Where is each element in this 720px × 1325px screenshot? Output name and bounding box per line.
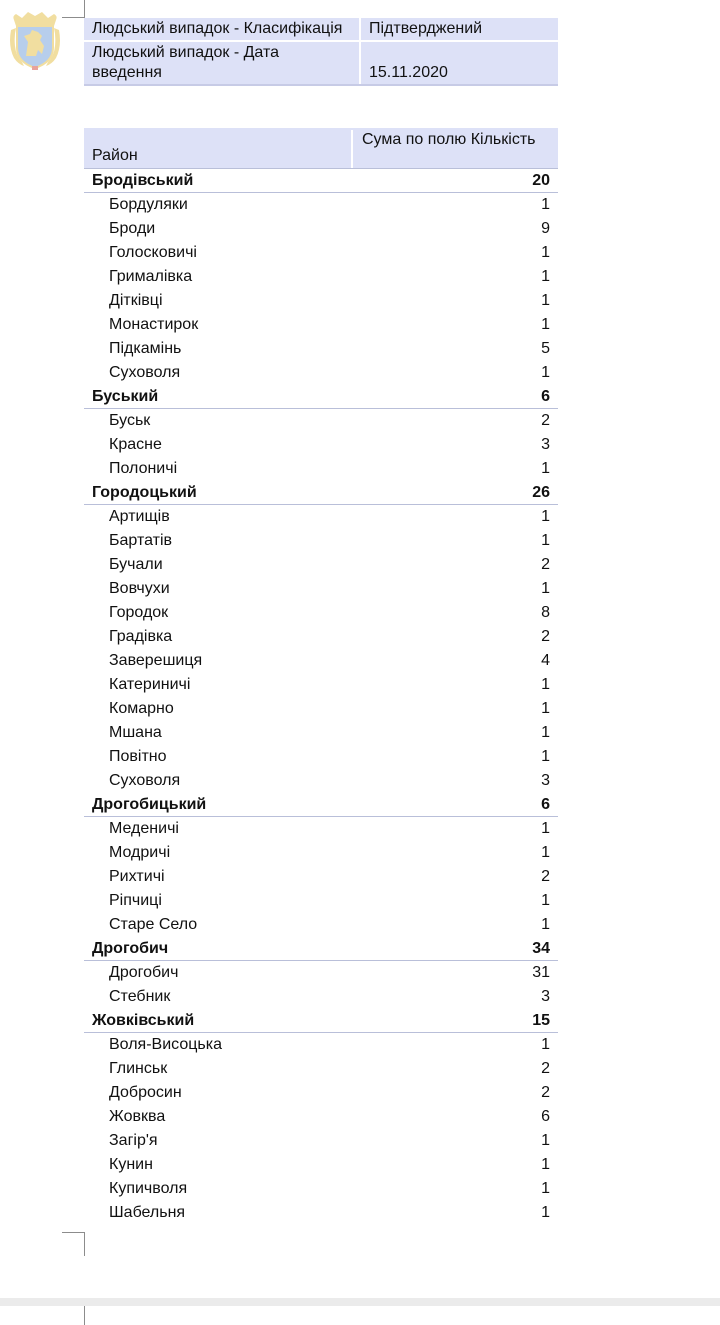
- town-name: Загір'я: [109, 1132, 158, 1149]
- town-count: 1: [541, 748, 550, 765]
- town-row: [84, 457, 558, 481]
- town-count: 6: [541, 1108, 550, 1125]
- town-count: 1: [541, 244, 550, 261]
- town-row: [84, 361, 558, 385]
- pivot-header: [84, 128, 558, 169]
- town-row: [84, 1105, 558, 1129]
- town-row: [84, 865, 558, 889]
- town-name: Ріпчиці: [109, 892, 162, 909]
- town-count: 2: [541, 1084, 550, 1101]
- column-header-region[interactable]: Район: [92, 147, 138, 164]
- town-name: Комарно: [109, 700, 174, 717]
- town-row: [84, 1201, 558, 1225]
- crop-mark-bottom-h: [62, 1232, 84, 1233]
- town-name: Суховоля: [109, 364, 181, 381]
- district-row[interactable]: [84, 1009, 558, 1033]
- town-count: 1: [541, 364, 550, 381]
- town-count: 2: [541, 556, 550, 573]
- town-row: [84, 193, 558, 217]
- town-row: [84, 985, 558, 1009]
- pivot-body: [84, 169, 558, 1225]
- town-name: Голосковичі: [109, 244, 197, 261]
- town-name: Грималівка: [109, 268, 193, 285]
- town-name: Рихтичі: [109, 868, 165, 885]
- town-row: [84, 841, 558, 865]
- coat-of-arms-icon: [8, 6, 62, 72]
- town-count: 9: [541, 220, 550, 237]
- town-row: [84, 337, 558, 361]
- town-count: 1: [541, 892, 550, 909]
- town-count: 8: [541, 604, 550, 621]
- town-row: [84, 409, 558, 433]
- town-row: [84, 673, 558, 697]
- town-count: 3: [541, 772, 550, 789]
- town-row: [84, 625, 558, 649]
- town-row: [84, 889, 558, 913]
- town-row: [84, 217, 558, 241]
- town-row: [84, 601, 558, 625]
- town-row: [84, 433, 558, 457]
- town-name: Підкамінь: [109, 340, 182, 357]
- town-row: [84, 1129, 558, 1153]
- district-total: 34: [532, 939, 550, 957]
- district-name: Дрогобицький: [92, 795, 207, 813]
- town-count: 1: [541, 1204, 550, 1221]
- town-name: Стебник: [109, 988, 171, 1005]
- town-name: Повітно: [109, 748, 167, 765]
- town-count: 1: [541, 292, 550, 309]
- district-row[interactable]: [84, 481, 558, 505]
- town-name: Воля-Висоцька: [109, 1036, 222, 1053]
- town-count: 1: [541, 676, 550, 693]
- town-name: Артищів: [109, 508, 170, 525]
- district-name: Буський: [92, 387, 159, 405]
- town-name: Жовква: [109, 1108, 166, 1125]
- town-name: Буськ: [109, 412, 151, 429]
- town-row: [84, 553, 558, 577]
- town-count: 1: [541, 1156, 550, 1173]
- town-row: [84, 913, 558, 937]
- town-name: Купичволя: [109, 1180, 188, 1197]
- town-name: Вовчухи: [109, 580, 170, 597]
- town-name: Городок: [109, 604, 169, 621]
- town-row: [84, 769, 558, 793]
- town-name: Старе Село: [109, 916, 198, 933]
- district-total: 26: [532, 483, 550, 501]
- town-name: Броди: [109, 220, 156, 237]
- town-count: 1: [541, 1036, 550, 1053]
- column-header-sum[interactable]: Сума по полю Кількість: [351, 130, 535, 168]
- town-count: 1: [541, 580, 550, 597]
- town-name: Добросин: [109, 1084, 182, 1101]
- filter-value[interactable]: 15.11.2020: [360, 41, 558, 85]
- town-row: [84, 1177, 558, 1201]
- town-row: [84, 817, 558, 841]
- town-count: 2: [541, 1060, 550, 1077]
- pivot-table: [84, 128, 558, 1225]
- town-row: [84, 697, 558, 721]
- district-total: 6: [541, 795, 550, 813]
- town-name: Модричі: [109, 844, 171, 861]
- district-row[interactable]: [84, 385, 558, 409]
- town-row: [84, 649, 558, 673]
- town-count: 1: [541, 844, 550, 861]
- district-row[interactable]: [84, 169, 558, 193]
- town-row: [84, 241, 558, 265]
- town-name: Дрогобич: [109, 964, 179, 981]
- town-name: Бартатів: [109, 532, 173, 549]
- town-count: 3: [541, 436, 550, 453]
- town-row: [84, 289, 558, 313]
- district-name: Бродівський: [92, 171, 194, 189]
- town-name: Мшана: [109, 724, 162, 741]
- filter-table: [84, 18, 558, 86]
- town-row: [84, 1057, 558, 1081]
- filter-label: Людський випадок - Класифікація: [84, 18, 360, 41]
- town-count: 31: [532, 964, 550, 981]
- town-count: 1: [541, 916, 550, 933]
- filter-row: [84, 41, 558, 85]
- town-name: Шабельня: [109, 1204, 186, 1221]
- town-count: 1: [541, 460, 550, 477]
- town-name: Монастирок: [109, 316, 199, 333]
- town-name: Катериничі: [109, 676, 191, 693]
- town-count: 2: [541, 868, 550, 885]
- town-row: [84, 1033, 558, 1057]
- town-count: 1: [541, 820, 550, 837]
- town-name: Суховоля: [109, 772, 181, 789]
- district-row[interactable]: [84, 937, 558, 961]
- town-name: Глинськ: [109, 1060, 168, 1077]
- district-name: Городоцький: [92, 483, 197, 501]
- town-name: Полоничі: [109, 460, 178, 477]
- town-count: 1: [541, 196, 550, 213]
- town-row: [84, 1081, 558, 1105]
- district-total: 6: [541, 387, 550, 405]
- district-total: 20: [532, 171, 550, 189]
- town-name: Дітківці: [109, 292, 163, 309]
- crop-mark-next-v: [84, 1306, 85, 1325]
- district-row[interactable]: [84, 793, 558, 817]
- page-separator: [0, 1298, 720, 1306]
- town-count: 1: [541, 508, 550, 525]
- filter-value[interactable]: Підтверджений: [360, 18, 558, 41]
- town-row: [84, 577, 558, 601]
- town-count: 1: [541, 1132, 550, 1149]
- district-name: Жовківський: [92, 1011, 195, 1029]
- town-name: Градівка: [109, 628, 173, 645]
- town-count: 1: [541, 268, 550, 285]
- town-row: [84, 505, 558, 529]
- town-row: [84, 529, 558, 553]
- town-row: [84, 721, 558, 745]
- town-count: 3: [541, 988, 550, 1005]
- crop-mark-bottom-v: [84, 1232, 85, 1256]
- town-name: Кунин: [109, 1156, 153, 1173]
- town-name: Бучали: [109, 556, 163, 573]
- town-count: 2: [541, 628, 550, 645]
- town-count: 5: [541, 340, 550, 357]
- town-count: 1: [541, 700, 550, 717]
- town-row: [84, 265, 558, 289]
- town-count: 1: [541, 1180, 550, 1197]
- town-row: [84, 745, 558, 769]
- town-row: [84, 961, 558, 985]
- town-count: 1: [541, 316, 550, 333]
- crop-mark-top-h: [62, 17, 84, 18]
- town-count: 4: [541, 652, 550, 669]
- filter-row: [84, 18, 558, 41]
- town-name: Меденичі: [109, 820, 179, 837]
- town-name: Заверешиця: [109, 652, 203, 669]
- filter-label: Людський випадок - Дата введення: [84, 41, 360, 85]
- town-count: 2: [541, 412, 550, 429]
- town-row: [84, 313, 558, 337]
- town-name: Красне: [109, 436, 162, 453]
- crop-mark-top-v: [84, 0, 85, 18]
- town-count: 1: [541, 532, 550, 549]
- district-total: 15: [532, 1011, 550, 1029]
- town-row: [84, 1153, 558, 1177]
- district-name: Дрогобич: [92, 939, 169, 957]
- town-count: 1: [541, 724, 550, 741]
- town-name: Бордуляки: [109, 196, 188, 213]
